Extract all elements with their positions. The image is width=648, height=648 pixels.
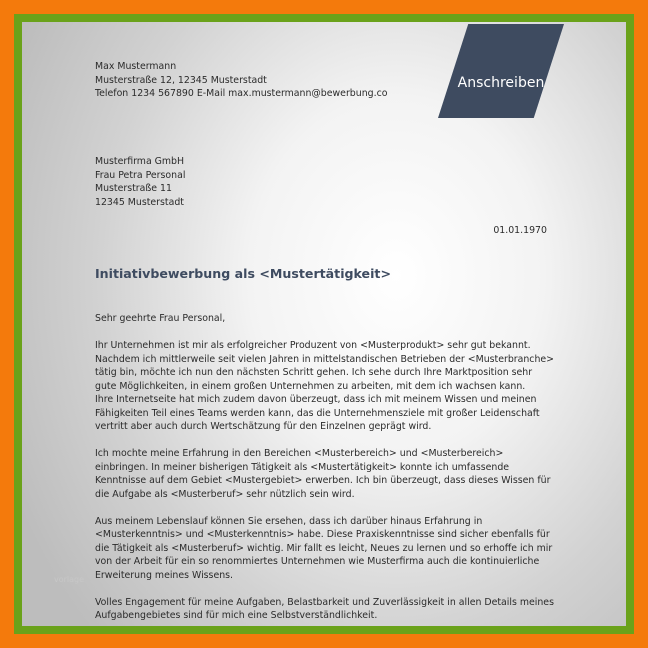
watermark-text: vorlage <box>54 575 85 584</box>
body-line: Fähigkeiten Teil eines Teams werden kann, das die Unternehmensziele mit großer Leidenschaft <box>95 407 540 419</box>
body-line: <Musterkenntnis> und <Musterkenntnis> habe. Diese Praxiskenntnisse sind sicher ebenfalls für <box>95 529 550 540</box>
letter-body <box>95 312 554 626</box>
body-line: die Tätigkeit als <Musterberuf> wichtig. Mir fallt es leicht, Neues zu lernen und so erhoffe ich mir <box>95 542 553 554</box>
salutation: Sehr geehrte Frau Personal, <box>95 313 226 324</box>
recipient-line: 12345 Musterstadt <box>95 196 184 208</box>
sender-address: Musterstraße 12, 12345 Musterstadt <box>95 74 267 86</box>
body-line: von der Arbeit für ein so renommiertes Unternehmen wie Musterfirma auch die kontinuierliche <box>95 556 540 567</box>
sender-contact: Telefon 1234 567890 E-Mail max.mustermann@bewerbung.co <box>95 88 388 99</box>
body-line: Nachdem ich mittlerweile seit vielen Jahren in mittelstandischen Betrieben der <Musterbranche> <box>95 353 555 365</box>
body-line: Erweiterung meines Wissens. <box>95 569 234 581</box>
paragraph <box>95 339 554 434</box>
body-line: Volles Engagement für meine Aufgaben, Belastbarkeit und Zuverlässigkeit in allen Details meines <box>95 596 554 608</box>
sender-name: Max Mustermann <box>95 61 177 72</box>
body-line: Kenntnisse auf dem Gebiet <Mustergebiet> erwerben. Ich bin überzeugt, dass dieses Wissen für <box>95 475 551 486</box>
body-line: Aufgabengebietes sind für mich eine Selbstverständlichkeit. <box>95 610 378 621</box>
body-line: die Aufgabe als <Musterberuf> sehr nützlich sein wird. <box>95 488 355 500</box>
body-line: Ihr Unternehmen ist mir als erfolgreicher Produzent von <Musterprodukt> sehr gut bekannt. <box>95 340 531 351</box>
body-line: vertritt aber auch durch Wertschätzung für den Einzelnen geprägt wird. <box>95 421 432 432</box>
recipient-line: Musterstraße 11 <box>95 183 172 194</box>
sender-block <box>95 60 387 101</box>
badge-label: Anschreiben <box>457 75 545 91</box>
paragraph <box>95 596 554 623</box>
paragraph <box>95 515 554 583</box>
recipient-block <box>95 155 185 209</box>
paragraph <box>95 447 554 501</box>
body-line: Aus meinem Lebenslauf können Sie ersehen, dass ich darüber hinaus Erfahrung in <box>95 515 483 527</box>
recipient-line: Frau Petra Personal <box>95 169 186 181</box>
recipient-line: Musterfirma GmbH <box>95 156 185 167</box>
body-line: Ihre Internetseite hat mich zudem davon überzeugt, dass ich mit meinem Wissen und meinen <box>95 394 537 405</box>
anschreiben-badge <box>438 24 564 118</box>
letter-subject: Initiativbewerbung als <Mustertätigkeit> <box>95 266 391 281</box>
body-line: Ich mochte meine Erfahrung in den Bereichen <Musterbereich> und <Musterbereich> <box>95 448 504 459</box>
letter-date: 01.01.1970 <box>493 225 547 236</box>
body-line: einbringen. In meiner bisherigen Tätigkeit als <Mustertätigkeit> konnte ich umfassende <box>95 461 510 473</box>
letter-page <box>22 22 626 626</box>
body-line: gute Möglichkeiten, in einem großen Unternehmen zu arbeiten, mit dem ich wachsen kann. <box>95 380 526 392</box>
body-line: tätig bin, möchte ich nun den nächsten Schritt gehen. Ich sehe durch Ihre Marktposition sehr <box>95 367 533 378</box>
